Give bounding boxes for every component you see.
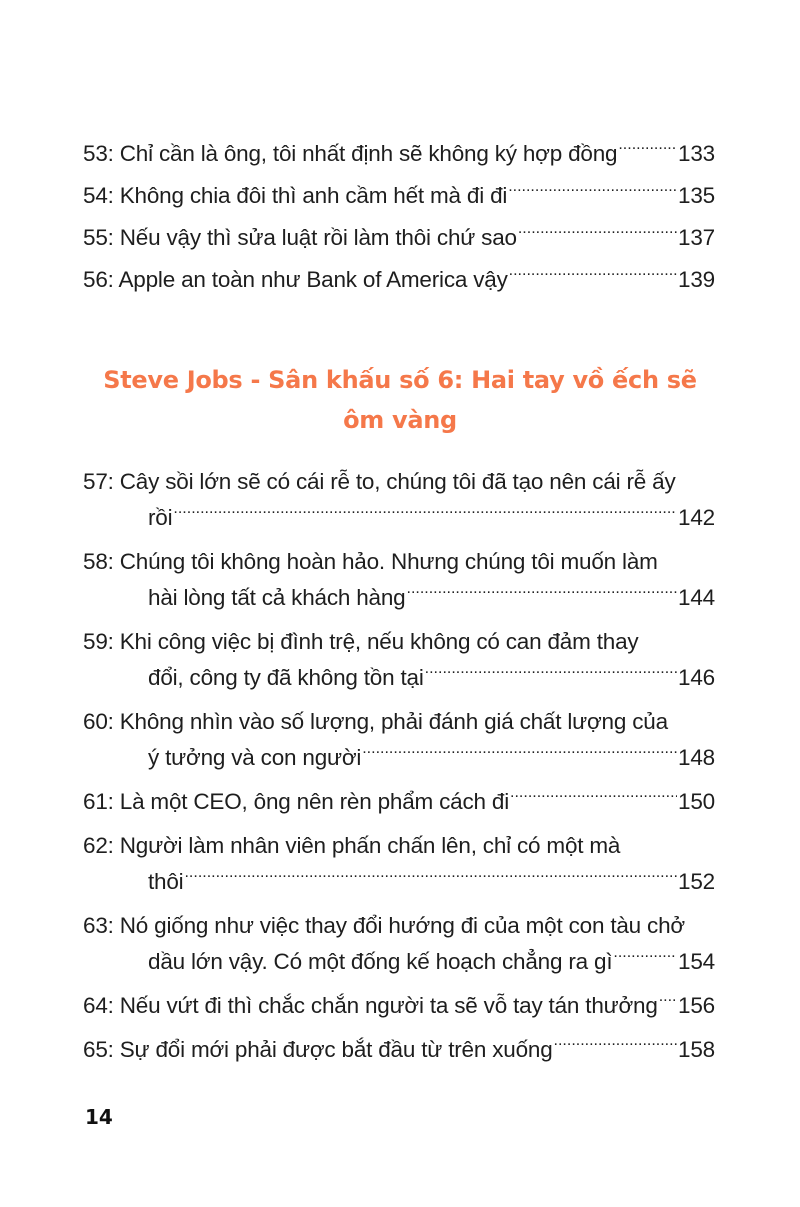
toc-entry-63: [83, 908, 715, 980]
entry-page: 154: [678, 949, 715, 974]
entry-page: 152: [678, 869, 715, 894]
entry-title-line2: rồi: [148, 505, 173, 530]
entry-number: 57:: [83, 469, 114, 494]
toc-entry-57: [83, 464, 715, 536]
dot-leader: [362, 743, 677, 766]
toc-entry-60: [83, 704, 715, 776]
entry-page: 137: [678, 225, 715, 250]
dot-leader: [407, 583, 678, 606]
entry-page: 144: [678, 585, 715, 610]
dot-leader: [173, 503, 677, 526]
toc-entry-58: [83, 544, 715, 616]
entry-title: Nếu vậy thì sửa luật rồi làm thôi chứ sao: [119, 225, 517, 250]
dot-leader: [425, 663, 677, 686]
dot-leader: [510, 787, 677, 810]
dot-leader: [613, 947, 677, 970]
toc-entry-55: [83, 220, 715, 256]
entry-number: 59:: [83, 629, 114, 654]
entry-number: 61:: [83, 789, 114, 814]
entry-title-line1: Khi công việc bị đình trệ, nếu không có can đảm thay: [119, 629, 639, 654]
entry-page: 158: [678, 1037, 715, 1062]
entry-page: 146: [678, 665, 715, 690]
entry-page: 135: [678, 183, 715, 208]
toc-entry-65: [83, 1032, 715, 1068]
entry-title: Nếu vứt đi thì chắc chắn người ta sẽ vỗ tay tán thưởng: [119, 993, 658, 1018]
dot-leader: [618, 139, 677, 162]
entry-page: 133: [678, 141, 715, 166]
dot-leader: [184, 867, 677, 890]
entry-title-line2: dầu lớn vậy. Có một đống kế hoạch chẳng ra gì: [148, 949, 613, 974]
toc-entry-56: [83, 262, 715, 298]
section-heading: [70, 360, 730, 440]
toc-entry-59: [83, 624, 715, 696]
entry-title-line1: Không nhìn vào số lượng, phải đánh giá chất lượng của: [119, 709, 668, 734]
entry-number: 65:: [83, 1037, 114, 1062]
entry-number: 53:: [83, 141, 114, 166]
entry-number: 63:: [83, 913, 114, 938]
entry-title: Chỉ cần là ông, tôi nhất định sẽ không ký hợp đồng: [119, 141, 618, 166]
entry-title: Không chia đôi thì anh cầm hết mà đi đi: [119, 183, 508, 208]
dot-leader: [659, 991, 677, 1014]
entry-title: Apple an toàn như Bank of America vậy: [118, 267, 508, 292]
entry-title-line2: đổi, công ty đã không tồn tại: [148, 665, 424, 690]
section-heading-line1: Steve Jobs - Sân khấu số 6: Hai tay vồ ếch sẽ: [103, 366, 697, 394]
entry-title-line1: Cây sồi lớn sẽ có cái rễ to, chúng tôi đã tạo nên cái rễ ấy: [119, 469, 676, 494]
toc-entry-64: [83, 988, 715, 1024]
entry-page: 139: [678, 267, 715, 292]
toc-entry-53: [83, 136, 715, 172]
dot-leader: [518, 223, 677, 246]
entry-title-line2: hài lòng tất cả khách hàng: [148, 585, 406, 610]
entry-page: 150: [678, 789, 715, 814]
entry-number: 62:: [83, 833, 114, 858]
entry-page: 148: [678, 745, 715, 770]
entry-number: 56:: [83, 267, 114, 292]
toc-list-section: [83, 464, 715, 1068]
section-heading-line2: ôm vàng: [343, 406, 457, 434]
entry-title-line1: Chúng tôi không hoàn hảo. Nhưng chúng tôi muốn làm: [119, 549, 658, 574]
toc-entry-61: [83, 784, 715, 820]
entry-title-line1: Nó giống như việc thay đổi hướng đi của một con tàu chở: [119, 913, 685, 938]
dot-leader: [508, 181, 677, 204]
dot-leader: [554, 1035, 678, 1058]
entry-page: 142: [678, 505, 715, 530]
entry-title-line1: Người làm nhân viên phấn chấn lên, chỉ có một mà: [119, 833, 621, 858]
entry-title: Sự đổi mới phải được bắt đầu từ trên xuống: [119, 1037, 553, 1062]
toc-entry-54: [83, 178, 715, 214]
entry-title-line2: ý tưởng và con người: [148, 745, 362, 770]
toc-list-top: [83, 136, 715, 298]
entry-title: Là một CEO, ông nên rèn phẩm cách đi: [119, 789, 510, 814]
entry-number: 55:: [83, 225, 114, 250]
entry-number: 60:: [83, 709, 114, 734]
toc-entry-62: [83, 828, 715, 900]
entry-number: 58:: [83, 549, 114, 574]
dot-leader: [509, 265, 677, 288]
entry-title-line2: thôi: [148, 869, 184, 894]
entry-number: 64:: [83, 993, 114, 1018]
page-number: 14: [85, 1105, 113, 1129]
entry-number: 54:: [83, 183, 114, 208]
entry-page: 156: [678, 993, 715, 1018]
